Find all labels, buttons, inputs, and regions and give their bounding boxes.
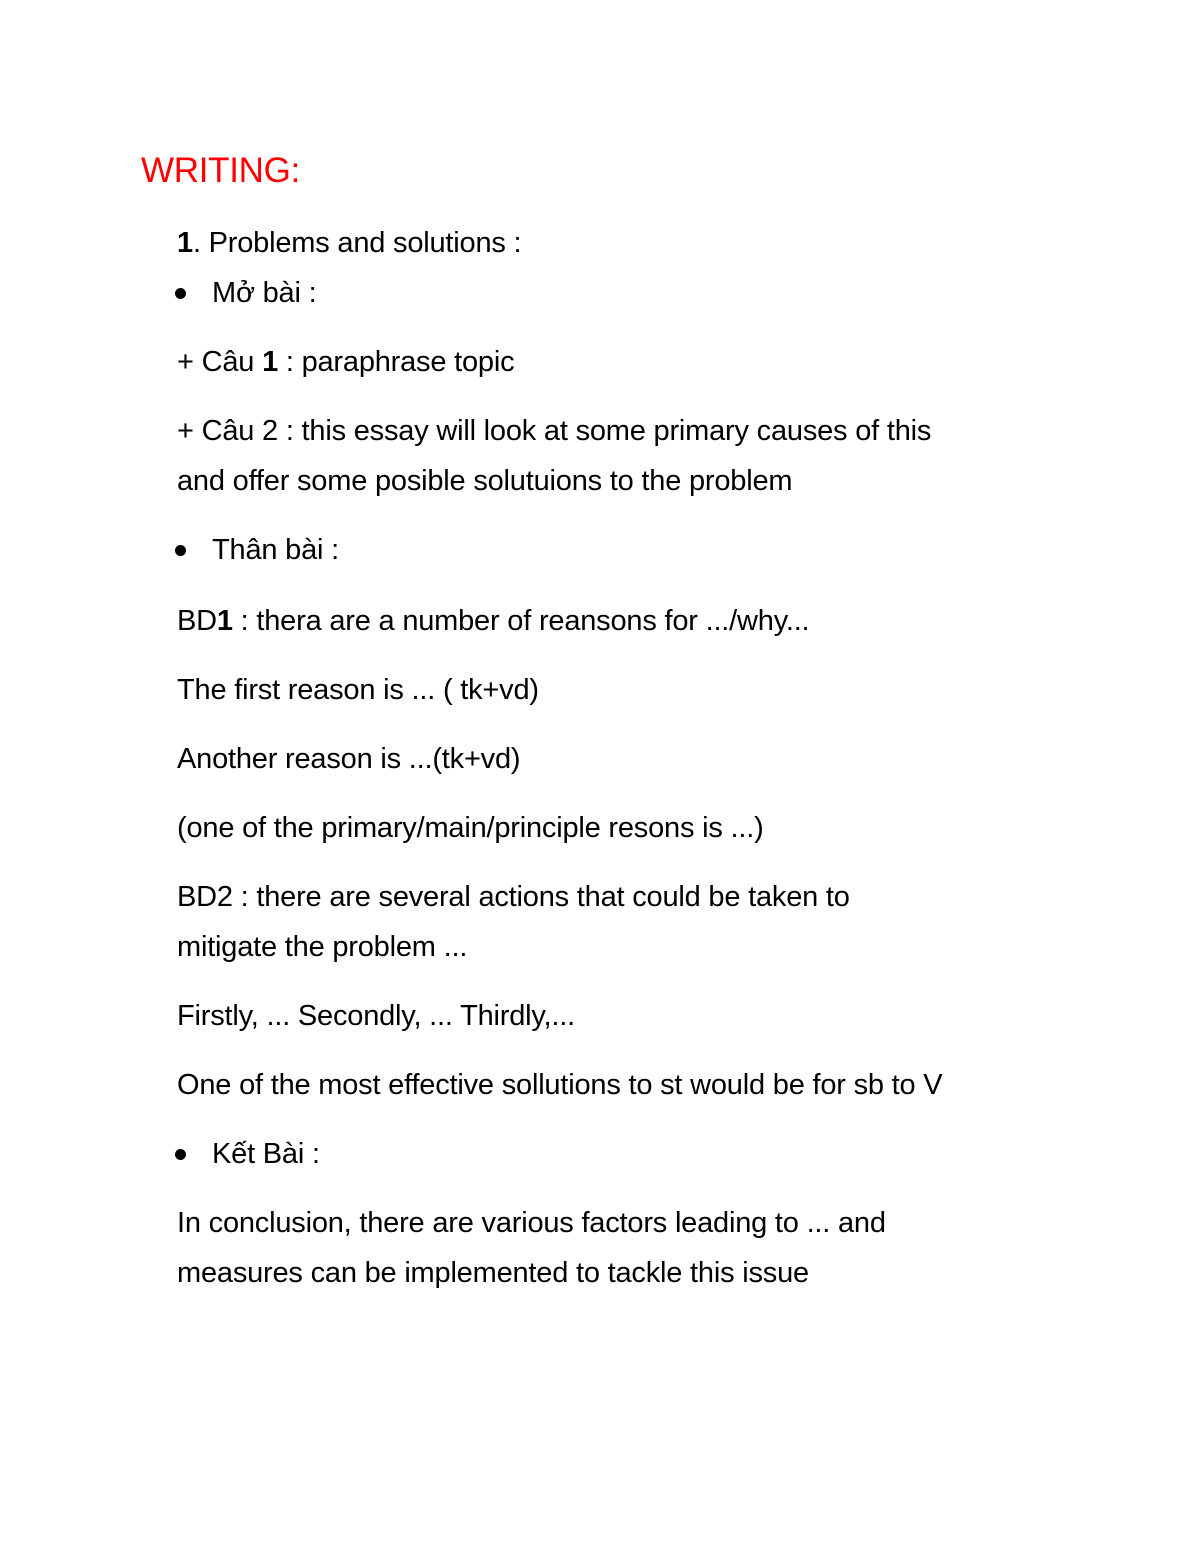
most-effective-line: One of the most effective sollutions to st would be for sb to V xyxy=(177,1069,943,1101)
bullet-icon xyxy=(175,545,186,556)
cau1-prefix: + Câu xyxy=(177,346,263,378)
section-number: 1 xyxy=(177,227,193,259)
one-of-line: (one of the primary/main/principle resons is ...) xyxy=(177,812,764,844)
first-reason-line: The first reason is ... ( tk+vd) xyxy=(177,674,539,706)
bd1-text: : thera are a number of reansons for .../why... xyxy=(232,605,810,637)
cau1-line xyxy=(177,338,514,387)
bd2-line-1: BD2 : there are several actions that could be taken to xyxy=(177,881,850,913)
bd1-number: 1 xyxy=(216,605,233,637)
body-bullet-label: Thân bài : xyxy=(212,534,339,566)
cau2-line-2: and offer some posible solutuions to the problem xyxy=(177,465,793,497)
conclusion-bullet-label: Kết Bài : xyxy=(212,1138,320,1170)
bullet-icon xyxy=(175,288,186,299)
cau1-text: : paraphrase topic xyxy=(278,346,515,378)
cau2-line-1: + Câu 2 : this essay will look at some primary causes of this xyxy=(177,415,932,447)
another-reason-line: Another reason is ...(tk+vd) xyxy=(177,743,521,775)
conclusion-line-1: In conclusion, there are various factors leading to ... and xyxy=(177,1207,886,1239)
intro-bullet-label: Mở bài : xyxy=(212,277,317,309)
page-title: WRITING: xyxy=(141,151,300,190)
section-heading-text: . Problems and solutions : xyxy=(192,227,522,259)
conclusion-line-2: measures can be implemented to tackle this issue xyxy=(177,1257,809,1289)
bd1-prefix: BD xyxy=(177,605,217,637)
section-heading xyxy=(177,219,521,268)
bd2-line-2: mitigate the problem ... xyxy=(177,931,468,963)
firstly-line: Firstly, ... Secondly, ... Thirdly,... xyxy=(177,1000,575,1032)
cau1-number: 1 xyxy=(262,346,278,378)
bullet-icon xyxy=(175,1149,186,1160)
bd1-line xyxy=(177,597,809,646)
